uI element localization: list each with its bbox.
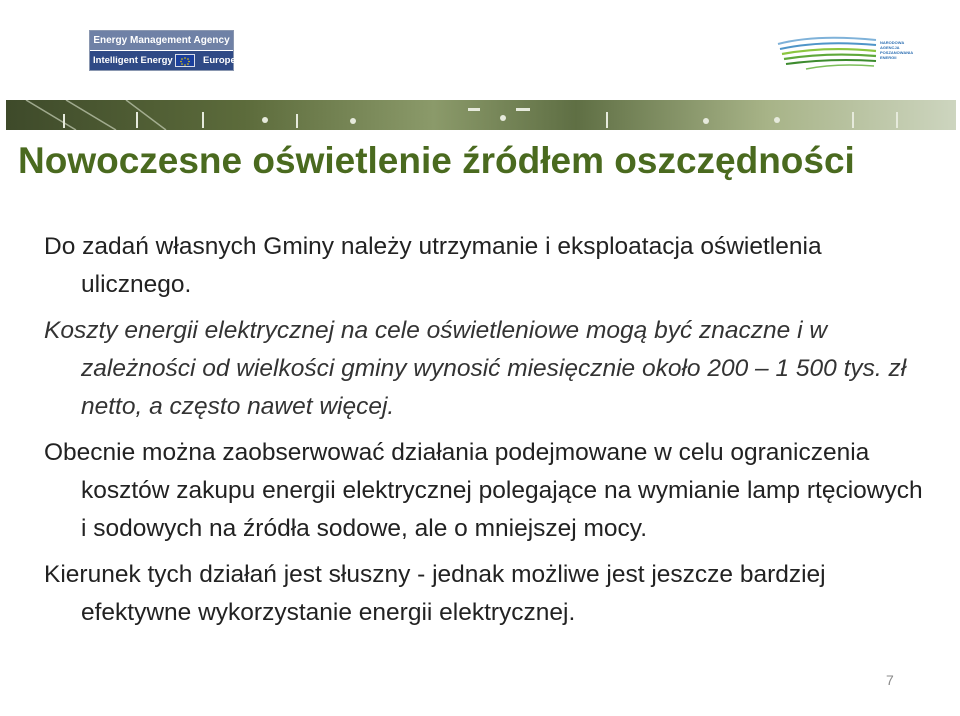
paragraph-energy-costs: Koszty energii elektrycznej na cele oświetleniowe mogą być znaczne i w zależności od wielkości gminy wynosić miesięcznie około 200 – 1 500 tys. zł netto, a często nawet więcej. [44,317,907,420]
banner-decoration [6,100,956,130]
page-number: 7 [886,672,894,688]
paragraph-gmina-duties: Do zadań własnych Gminy należy utrzymanie i eksploatacja oświetlenia ulicznego. [44,233,822,298]
eu-agency-name: Energy Management Agency [90,31,233,50]
kape-logo-text: NARODOWA AGENCJA POSZANOWANIA ENERGII [880,40,913,60]
header-banner [6,100,956,130]
eu-program-bar [90,51,236,70]
slide-title: Nowoczesne oświetlenie źródłem oszczędności [18,140,855,181]
eu-region-label: Europe [203,55,236,66]
paragraph-current-actions: Obecnie można zaobserwować działania podejmowane w celu ograniczenia kosztów zakupu energii elektrycznej polegające na wymianie lamp rtęciowych i sodowych na źródła sodowe, ale o mniejszej mocy. [44,439,923,542]
eu-agency-logo [89,30,234,71]
slide-body [44,228,934,640]
eu-program-label: Intelligent Energy [93,55,173,66]
paragraph-direction: Kierunek tych działań jest słuszny - jednak możliwe jest jeszcze bardziej efektywne wykorzystanie energii elektrycznej. [44,561,826,626]
eu-flag-icon [175,54,195,67]
